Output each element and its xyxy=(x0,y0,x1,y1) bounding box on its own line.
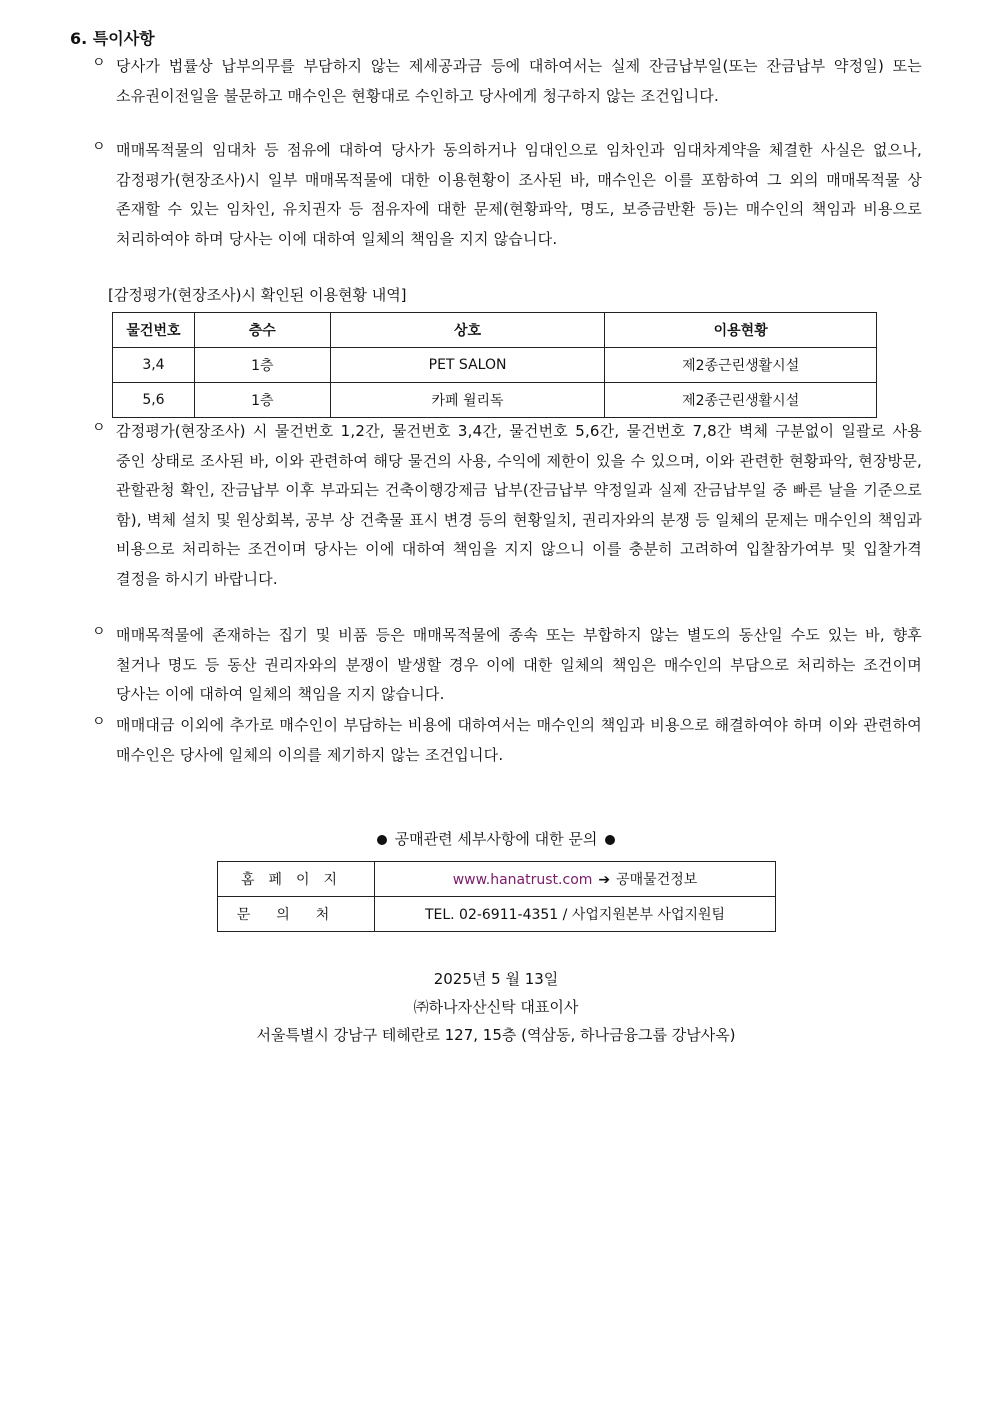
cell-item-no: 3,4 xyxy=(113,348,195,383)
table-header-row xyxy=(113,313,877,348)
arrow-right-icon: ➔ xyxy=(598,872,611,888)
bullet-mark: ㅇ xyxy=(92,420,106,436)
cell-usage: 제2종근린생활시설 xyxy=(605,348,877,383)
bullet-mark: ㅇ xyxy=(92,139,106,155)
contact-row-homepage xyxy=(218,862,776,897)
footer-date: 2025년 5 월 13일 xyxy=(433,970,559,988)
usage-table-caption: [감정평가(현장조사)시 확인된 이용현황 내역] xyxy=(108,286,407,304)
bullet-dot-icon xyxy=(377,835,387,845)
homepage-label: 홈페이지 xyxy=(218,862,375,897)
cell-floor: 1층 xyxy=(194,348,330,383)
notice-text: 감정평가(현장조사) 시 물건번호 1,2간, 물건번호 3,4간, 물건번호 5,6간, 물건번호 7,8간 벽체 구분없이 일괄로 사용 중인 상태로 조사된 바, 이와 관련하여 해당 물건의 사용, 수익에 제한이 있을 수 있으며, 이와 관련한 현황파악, 현장방문, 관할관청 확인, 잔금납부 이후 부과되는 건축이행강제금 납부(잔금납부 약정일과 실제 잔금납부일 중 빠른 날을 기준으로 함), 벽체 설치 및 원상회복, 공부 상 건축물 표시 변경 등의 현황일치, 권리자와의 분쟁 등 일체의 문제는 매수인의 책임과 비용으로 처리하는 조건이며 당사는 이에 대하여 책임을 지지 않으니 이를 충분히 고려하여 입찰참가여부 및 입찰가격 결정을 하시기 바랍니다. xyxy=(116,422,922,588)
notice-item xyxy=(92,52,922,111)
bullet-mark: ㅇ xyxy=(92,55,106,71)
header-floor: 층수 xyxy=(194,313,330,348)
notice-text: 매매대금 이외에 추가로 매수인이 부담하는 비용에 대하여서는 매수인의 책임과 비용으로 해결하여야 하며 이와 관련하여 매수인은 당사에 일체의 이의를 제기하지 않는 조건입니다. xyxy=(116,716,922,764)
notice-text: 당사가 법률상 납부의무를 부담하지 않는 제세공과금 등에 대하여서는 실제 잔금납부일(또는 잔금납부 약정일) 또는 소유권이전일을 불문하고 매수인은 현황대로 수인하고 당사에게 청구하지 않는 조건입니다. xyxy=(116,57,922,105)
inquiry-value: TEL. 02-6911-4351 / 사업지원본부 사업지원팀 xyxy=(375,897,776,932)
bullet-mark: ㅇ xyxy=(92,624,106,640)
table-row xyxy=(113,348,877,383)
notice-item xyxy=(92,417,922,594)
header-usage: 이용현황 xyxy=(605,313,877,348)
notice-text: 매매목적물에 존재하는 집기 및 비품 등은 매매목적물에 종속 또는 부합하지 않는 별도의 동산일 수도 있는 바, 향후 철거나 명도 등 동산 권리자와의 분쟁이 발생할 경우 이에 대한 일체의 책임은 매수인의 부담으로 처리하는 조건이며 당사는 이에 대하여 일체의 책임을 지지 않습니다. xyxy=(116,626,922,703)
contact-table xyxy=(217,861,776,932)
section-title: 6. 특이사항 xyxy=(70,29,155,48)
bullet-mark: ㅇ xyxy=(92,714,106,730)
contact-heading-text: 공매관련 세부사항에 대한 문의 xyxy=(394,830,598,848)
homepage-cell xyxy=(375,862,776,897)
contact-row-inquiry xyxy=(218,897,776,932)
header-item-no: 물건번호 xyxy=(113,313,195,348)
notice-item xyxy=(92,136,922,254)
usage-table xyxy=(112,312,877,418)
table-row xyxy=(113,383,877,418)
notice-item xyxy=(92,621,922,710)
cell-item-no: 5,6 xyxy=(113,383,195,418)
homepage-destination: 공매물건정보 xyxy=(616,872,698,888)
bullet-dot-icon xyxy=(605,835,615,845)
header-business-name: 상호 xyxy=(330,313,605,348)
cell-business-name: 카페 윌리독 xyxy=(330,383,605,418)
notice-text: 매매목적물의 임대차 등 점유에 대하여 당사가 동의하거나 임대인으로 임차인과 임대차계약을 체결한 사실은 없으나, 감정평가(현장조사)시 일부 매매목적물에 대한 이용현황이 조사된 바, 매수인은 이를 포함하여 그 외의 매매목적물 상 존재할 수 있는 임차인, 유치권자 등 점유자에 대한 문제(현황파악, 명도, 보증금반환 등)는 매수인의 책임과 비용으로 처리하여야 하며 당사는 이에 대하여 일체의 책임을 지지 않습니다. xyxy=(116,141,922,248)
cell-business-name: PET SALON xyxy=(330,348,605,383)
footer-address: 서울특별시 강남구 테헤란로 127, 15층 (역삼동, 하나금융그룹 강남사옥) xyxy=(256,1026,736,1044)
notice-item xyxy=(92,711,922,770)
contact-heading xyxy=(0,828,992,849)
homepage-link[interactable]: www.hanatrust.com xyxy=(452,872,593,888)
footer-company: ㈜하나자산신탁 대표이사 xyxy=(413,998,579,1016)
cell-usage: 제2종근린생활시설 xyxy=(605,383,877,418)
cell-floor: 1층 xyxy=(194,383,330,418)
inquiry-label: 문의처 xyxy=(218,897,375,932)
